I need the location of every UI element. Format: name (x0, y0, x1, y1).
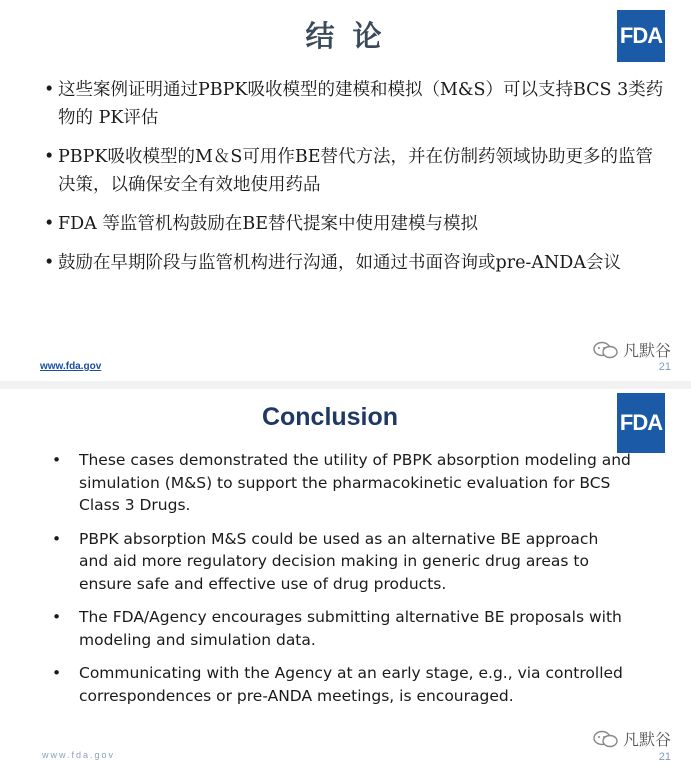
slide-divider (0, 381, 691, 389)
wechat-icon (593, 341, 619, 359)
bullet-list (40, 76, 670, 288)
bullet-dot-icon: • (52, 451, 62, 469)
bullet-item (40, 210, 670, 238)
bullet-item (52, 606, 632, 651)
watermark-text: 凡默谷 (622, 730, 671, 749)
wechat-icon (593, 730, 619, 748)
bullet-text: PBPK absorption M&S could be used as an alternative BE approach and aid more regulatory decision making in generic drug areas to ensure safe and effective use of drug products. (79, 529, 599, 593)
bullet-text: These cases demonstrated the utility of PBPK absorption modeling and simulation (M&S) to support the pharmacokinetic evaluation for BCS Class 3 Drugs. (79, 451, 631, 514)
fda-logo: FDA (617, 393, 665, 453)
bullet-dot-icon: • (44, 214, 55, 234)
footer-url-link[interactable]: www.fda.gov (42, 750, 116, 760)
bullet-text: The FDA/Agency encourages submitting alternative BE proposals with modeling and simulation data. (79, 608, 622, 649)
fda-logo: FDA (617, 10, 665, 62)
bullet-text: FDA 等监管机构鼓励在BE替代提案中使用建模与模拟 (58, 214, 479, 234)
slide-english (0, 389, 691, 780)
page-number: 21 (658, 361, 671, 373)
bullet-dot-icon: • (52, 608, 62, 626)
bullet-item (52, 528, 632, 596)
slide-title: 结 论 (305, 19, 386, 53)
page-number: 21 (658, 751, 671, 763)
bullet-dot-icon: • (52, 529, 62, 548)
bullet-item (40, 249, 670, 277)
slide-chinese (0, 0, 691, 381)
bullet-item (52, 449, 632, 517)
watermark (593, 727, 671, 750)
watermark-text: 凡默谷 (622, 341, 671, 360)
watermark (593, 338, 671, 361)
slide-title: Conclusion (261, 403, 399, 431)
bullet-item (52, 662, 632, 707)
bullet-text: PBPK吸收模型的M＆S可用作BE替代方法，并在仿制药领域协助更多的监管决策，以确保安全有效地使用药品 (58, 147, 654, 195)
bullet-dot-icon: • (44, 253, 55, 273)
bullet-text: 鼓励在早期阶段与监管机构进行沟通，如通过书面咨询或pre-ANDA会议 (58, 253, 621, 273)
bullet-item (40, 76, 670, 132)
footer-url-link[interactable]: www.fda.gov (40, 361, 102, 372)
bullet-dot-icon: • (44, 147, 55, 167)
bullet-list (52, 449, 632, 718)
bullet-text: Communicating with the Agency at an early stage, e.g., via controlled correspondences or pre-ANDA meetings, is encouraged. (79, 664, 623, 705)
bullet-item (40, 143, 670, 199)
bullet-dot-icon: • (44, 80, 55, 100)
bullet-text: 这些案例证明通过PBPK吸收模型的建模和模拟（M&S）可以支持BCS 3类药物的 PK评估 (58, 80, 664, 128)
bullet-dot-icon: • (52, 664, 62, 682)
